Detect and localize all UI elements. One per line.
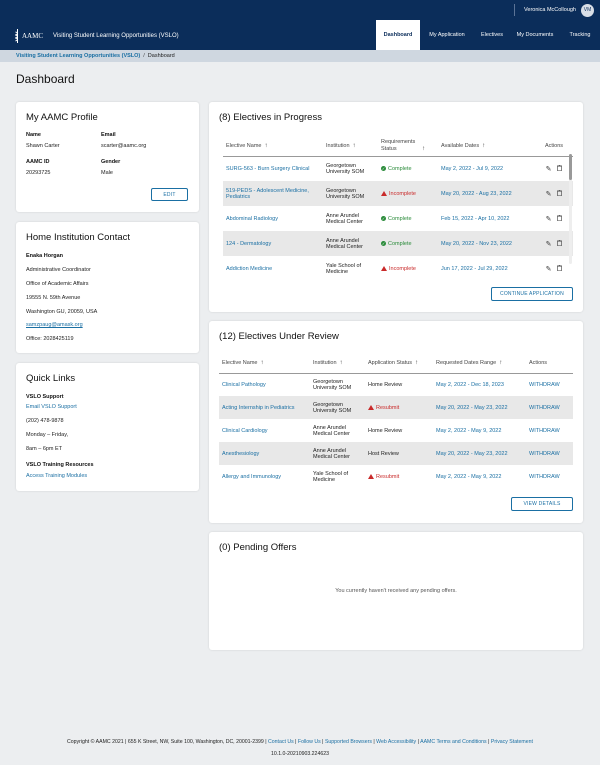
footer-separator: |: [371, 739, 377, 745]
edit-pencil-icon[interactable]: ✎: [545, 265, 552, 273]
electives-in-progress-card: [209, 102, 583, 312]
actions-cell: [535, 256, 573, 281]
name-label: Name: [26, 132, 41, 138]
institution-cell: Yale School of Medicine: [313, 470, 349, 483]
institution-cell: Anne Arundel Medical Center: [310, 442, 365, 465]
elective-name-link[interactable]: Clinical Pathology: [222, 381, 266, 388]
available-dates-cell: May 20, 2022 - Aug 23, 2022: [438, 181, 535, 206]
actions-cell: [535, 156, 573, 181]
col-application-status[interactable]: Application Status ↑: [365, 353, 433, 373]
col-actions: Actions: [535, 136, 573, 156]
institution-cell: Georgetown University SOM: [326, 162, 365, 175]
aamc-logo[interactable]: [15, 29, 179, 43]
footer-line: [0, 739, 600, 745]
institution-cell: Anne Arundel Medical Center: [313, 424, 350, 437]
status-text: Resubmit: [376, 473, 400, 480]
institution-cell: Anne Arundel Medical Center: [326, 212, 363, 225]
status-text: Home Review: [368, 381, 403, 388]
status-badge: [381, 241, 435, 247]
sort-arrow-icon[interactable]: ↑: [264, 142, 268, 149]
check-icon: ✓: [381, 166, 386, 172]
under-review-table: [219, 353, 573, 488]
withdraw-link[interactable]: WITHDRAW: [529, 473, 560, 480]
warning-icon: [381, 191, 387, 196]
contact-office: Office of Academic Affairs: [26, 281, 89, 287]
elective-name-link[interactable]: Acting Internship in Pediatrics: [219, 396, 310, 419]
check-icon: ✓: [381, 216, 386, 221]
profile-title: My AAMC Profile: [26, 112, 98, 123]
requirements-status-cell: [378, 256, 438, 281]
trash-icon[interactable]: [557, 215, 562, 223]
requested-dates-cell: May 2, 2022 - May 9, 2022: [436, 427, 502, 434]
elective-name-link[interactable]: SURG-563 - Burn Surgery Clinical: [226, 165, 310, 172]
support-hours: 8am – 6pm ET: [26, 446, 63, 452]
table-row: [219, 419, 573, 442]
under-review-title: (12) Electives Under Review: [219, 331, 339, 342]
withdraw-link[interactable]: WITHDRAW: [529, 427, 560, 434]
elective-name-link[interactable]: Abdominal Radiology: [226, 215, 278, 222]
app-name: Visiting Student Learning Opportunities (VSLO): [53, 33, 179, 39]
support-days: Monday – Friday,: [26, 432, 69, 438]
footer-link[interactable]: Privacy Statement: [490, 739, 533, 745]
email-label: Email: [101, 132, 116, 138]
table-row: [223, 256, 573, 281]
breadcrumb: [0, 50, 600, 62]
status-text: Incomplete: [389, 265, 416, 272]
footer-separator: |: [293, 739, 298, 745]
available-dates-cell: Jun 17, 2022 - Jul 29, 2022: [441, 265, 508, 272]
status-badge: [368, 428, 430, 434]
nav-dashboard[interactable]: Dashboard: [376, 20, 420, 50]
footer-separator: |: [320, 739, 325, 745]
footer-separator: |: [416, 739, 421, 745]
table-row: [219, 442, 573, 465]
status-text: Complete: [388, 165, 412, 172]
trash-icon[interactable]: [557, 190, 562, 198]
withdraw-link[interactable]: WITHDRAW: [529, 381, 560, 388]
breadcrumb-current: Dashboard: [147, 53, 175, 59]
status-badge: [381, 191, 435, 197]
pending-title: (0) Pending Offers: [219, 542, 297, 553]
gender-value: Male: [101, 170, 113, 176]
footer-link[interactable]: Web Accessibility: [376, 739, 417, 745]
row-actions: [538, 190, 570, 198]
edit-pencil-icon[interactable]: ✎: [545, 165, 552, 173]
table-row: [219, 465, 573, 488]
status-text: Home Review: [368, 427, 403, 434]
contact-street: 19555 N. 59th Avenue: [26, 295, 81, 301]
status-text: Complete: [388, 240, 412, 247]
available-dates-cell: May 2, 2022 - Jul 9, 2022: [441, 165, 504, 172]
sort-arrow-icon[interactable]: ↑: [339, 359, 343, 366]
logo-mark: [15, 29, 43, 43]
actions-cell: [535, 181, 573, 206]
continue-application-button[interactable]: CONTINUE APPLICATION: [491, 287, 573, 301]
sort-arrow-icon[interactable]: ↑: [260, 359, 264, 366]
elective-name-link[interactable]: 519-PEDS - Adolescent Medicine, Pediatrics: [223, 181, 323, 206]
requested-dates-cell: May 20, 2022 - May 23, 2022: [433, 396, 526, 419]
institution-cell: Anne Arundel Medical Center: [323, 231, 378, 256]
requirements-status-cell: [378, 181, 438, 206]
status-text: Resubmit: [376, 404, 400, 411]
in-progress-table: [223, 136, 573, 281]
elective-name-link[interactable]: Addiction Medicine: [226, 265, 273, 272]
warning-icon: [368, 474, 374, 479]
footer-separator: |: [486, 739, 491, 745]
in-progress-title: (8) Electives in Progress: [219, 112, 322, 123]
contact-name: Enaka Horgan: [26, 253, 63, 259]
table-scrollbar[interactable]: [569, 154, 572, 264]
edit-pencil-icon[interactable]: ✎: [545, 240, 552, 248]
status-text: Host Review: [368, 450, 399, 457]
status-badge: [368, 451, 430, 457]
user-avatar[interactable]: VM: [581, 4, 594, 17]
email-support-link[interactable]: Email VSLO Support: [26, 404, 77, 410]
institution-cell: Georgetown University SOM: [323, 181, 378, 206]
sort-arrow-icon[interactable]: ↑: [482, 142, 486, 149]
institution-cell: Yale School of Medicine: [326, 262, 362, 275]
available-dates-cell: May 20, 2022 - Nov 23, 2022: [438, 231, 535, 256]
sort-arrow-icon[interactable]: ↑: [499, 359, 503, 366]
col-requirements-status[interactable]: Requirements Status ↑: [378, 136, 438, 156]
home-contact-title: Home Institution Contact: [26, 232, 131, 243]
edit-pencil-icon[interactable]: ✎: [545, 190, 552, 198]
col-requested-dates[interactable]: Requested Dates Range ↑: [433, 353, 526, 373]
sort-arrow-icon[interactable]: ↑: [352, 142, 356, 149]
table-row: [223, 156, 573, 181]
col-available-dates[interactable]: Available Dates ↑: [438, 136, 535, 156]
status-badge: [381, 216, 435, 222]
footer-links: [268, 739, 533, 745]
user-divider: [514, 4, 515, 16]
aamc-symbol-icon: [15, 29, 20, 43]
institution-cell: Georgetown University SOM: [313, 378, 352, 391]
requirements-status-cell: [378, 231, 438, 256]
table-row: [223, 231, 573, 256]
requested-dates-cell: May 2, 2022 - Dec 18, 2023: [436, 381, 504, 388]
footer-link[interactable]: Supported Browsers: [324, 739, 372, 745]
actions-cell: [535, 231, 573, 256]
footer-copyright: Copyright © AAMC 2021 | 655 K Street, NW, Suite 100, Washington, DC, 20001-2399 |: [67, 739, 267, 745]
col-elective-name[interactable]: Elective Name ↑: [223, 136, 323, 156]
aamc-id-value: 20293725: [26, 170, 51, 176]
status-badge: [368, 382, 430, 388]
training-heading: VSLO Training Resources: [26, 462, 94, 468]
available-dates-cell: Feb 15, 2022 - Apr 10, 2022: [441, 215, 510, 222]
trash-icon[interactable]: [557, 265, 562, 273]
nav-electives[interactable]: Electives: [480, 32, 503, 38]
support-phone: (202) 478-9878: [26, 418, 64, 424]
col-institution[interactable]: Institution ↑: [310, 353, 365, 373]
table-row: [223, 206, 573, 231]
page-title: Dashboard: [16, 72, 75, 86]
top-header: [0, 0, 600, 50]
col-elective-name[interactable]: Elective Name ↑: [219, 353, 310, 373]
requirements-status-cell: [378, 206, 438, 231]
table-row: [223, 181, 573, 206]
trash-icon[interactable]: [557, 165, 562, 173]
footer-link[interactable]: Contact Us: [268, 739, 294, 745]
withdraw-link[interactable]: WITHDRAW: [526, 442, 573, 465]
quick-links-title: Quick Links: [26, 373, 76, 384]
status-text: Complete: [388, 215, 412, 222]
status-text: Incomplete: [389, 190, 416, 197]
pending-offers-card: [209, 532, 583, 650]
elective-name-link[interactable]: Anesthesiology: [219, 442, 310, 465]
view-details-button[interactable]: VIEW DETAILS: [511, 497, 573, 511]
profile-card: [16, 102, 199, 212]
nav-my-documents[interactable]: My Documents: [516, 32, 554, 38]
status-badge: [368, 474, 430, 480]
table-row: [219, 396, 573, 419]
electives-under-review-card: [209, 321, 583, 523]
status-badge: [381, 166, 435, 172]
edit-pencil-icon[interactable]: ✎: [545, 215, 552, 223]
main-nav: [376, 20, 600, 50]
sort-arrow-icon[interactable]: ↑: [422, 145, 425, 152]
row-actions: [538, 265, 570, 273]
requested-dates-cell: May 2, 2022 - May 9, 2022: [436, 473, 502, 480]
col-actions: Actions: [526, 353, 573, 373]
scrollbar-thumb[interactable]: [569, 154, 572, 180]
contact-email-link[interactable]: samzpaug@amask.org: [26, 322, 83, 328]
breadcrumb-separator: /: [143, 53, 145, 59]
contact-role: Administrative Coordinator: [26, 267, 91, 273]
status-badge: [368, 405, 430, 411]
check-icon: ✓: [381, 241, 386, 246]
elective-name-link[interactable]: 124 - Dermatology: [223, 231, 323, 256]
row-actions: [538, 165, 570, 173]
vslo-support-heading: VSLO Support: [26, 394, 64, 400]
requirements-status-cell: [378, 156, 438, 181]
contact-city: Washington GU, 20059, USA: [26, 309, 98, 315]
nav-my-application[interactable]: My Application: [429, 32, 465, 38]
application-status-cell: [365, 373, 433, 396]
name-value: Shawn Carter: [26, 143, 60, 149]
application-status-cell: [365, 396, 433, 419]
row-actions: [538, 240, 570, 248]
footer-link[interactable]: Follow Us: [297, 739, 321, 745]
institution-cell: Georgetown University SOM: [310, 396, 365, 419]
gender-label: Gender: [101, 159, 121, 165]
col-institution[interactable]: Institution ↑: [323, 136, 378, 156]
home-contact-card: [16, 222, 199, 353]
application-status-cell: [365, 442, 433, 465]
footer: [0, 739, 600, 757]
user-name[interactable]: Veronica McCollough: [524, 7, 576, 13]
quick-links-card: [16, 363, 199, 491]
training-link[interactable]: Access Training Modules: [26, 473, 88, 479]
withdraw-link[interactable]: WITHDRAW: [526, 396, 573, 419]
requested-dates-cell: May 20, 2022 - May 23, 2022: [433, 442, 526, 465]
elective-name-link[interactable]: Allergy and Immunology: [222, 473, 282, 480]
status-badge: [381, 266, 435, 272]
contact-phone: Office: 2028425119: [26, 336, 74, 342]
aamc-id-label: AAMC ID: [26, 159, 50, 165]
sort-arrow-icon[interactable]: ↑: [415, 359, 419, 366]
actions-cell: [535, 206, 573, 231]
breadcrumb-root[interactable]: Visiting Student Learning Opportunities (VSLO): [16, 53, 141, 59]
pending-empty-message: You currently haven't received any pending offers.: [335, 588, 457, 594]
row-actions: [538, 215, 570, 223]
warning-icon: [381, 266, 387, 271]
elective-name-link[interactable]: Clinical Cardiology: [222, 427, 268, 434]
warning-icon: [368, 405, 374, 410]
footer-version: 10.1.0-20210903.224623: [271, 751, 329, 757]
table-row: [219, 373, 573, 396]
nav-tracking[interactable]: Tracking: [569, 32, 591, 38]
application-status-cell: [365, 419, 433, 442]
user-bar: [514, 0, 600, 20]
email-value: scarter@aamc.org: [101, 143, 147, 149]
edit-profile-button[interactable]: EDIT: [151, 188, 188, 201]
footer-link[interactable]: AAMC Terms and Conditions: [420, 739, 487, 745]
trash-icon[interactable]: [557, 240, 562, 248]
application-status-cell: [365, 465, 433, 488]
logo-text: AAMC: [22, 32, 44, 40]
